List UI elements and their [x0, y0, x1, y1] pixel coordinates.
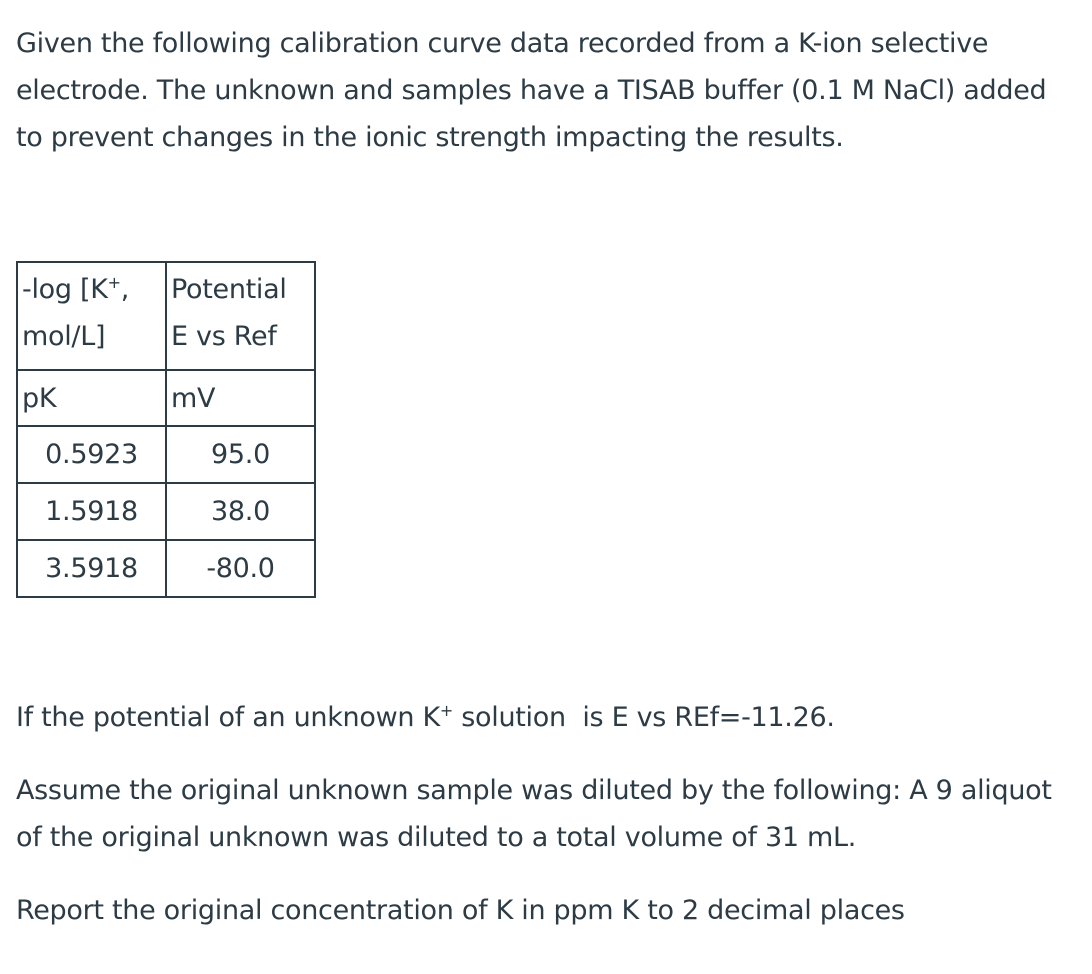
unknown-potential-a: If the potential of an unknown K — [16, 702, 440, 733]
table-header-row — [17, 262, 315, 370]
header-pk-unit: mol/L] — [22, 321, 106, 352]
unknown-potential-b: solution is E vs REf=-11.26. — [452, 702, 835, 733]
table-row — [17, 426, 315, 483]
cell-pk: 1.5918 — [17, 483, 166, 540]
unknown-potential-text — [16, 694, 1076, 741]
table-row — [17, 483, 315, 540]
unit-cell-mv: mV — [166, 370, 315, 426]
header-cell-potential — [166, 262, 315, 370]
header-cell-pk — [17, 262, 166, 370]
header-pk-comma: , — [120, 274, 130, 305]
unknown-potential-sup: + — [439, 701, 453, 720]
unit-cell-pk: pK — [17, 370, 166, 426]
table-units-row — [17, 370, 315, 426]
cell-pk: 3.5918 — [17, 540, 166, 597]
cell-mv: 95.0 — [166, 426, 315, 483]
report-instruction: Report the original concentration of K in ppm K to 2 decimal places — [16, 895, 905, 926]
header-pk-text: -log [K — [22, 274, 108, 305]
header-pk-sup: + — [107, 273, 121, 292]
calibration-table — [16, 261, 316, 598]
problem-intro: Given the following calibration curve data recorded from a K-ion selective electrode. The unknown and samples have a TISAB buffer (0.1 M NaCl) added to prevent changes in the ionic strength impacting the results. — [16, 28, 1047, 153]
header-potential-ref: E vs Ref — [171, 321, 277, 352]
header-potential-text: Potential — [171, 274, 287, 305]
cell-mv: -80.0 — [166, 540, 315, 597]
dilution-text: Assume the original unknown sample was diluted by the following: A 9 aliquot of the original unknown was diluted to a total volume of 31 mL. — [16, 775, 1052, 853]
cell-mv: 38.0 — [166, 483, 315, 540]
table-row — [17, 540, 315, 597]
cell-pk: 0.5923 — [17, 426, 166, 483]
